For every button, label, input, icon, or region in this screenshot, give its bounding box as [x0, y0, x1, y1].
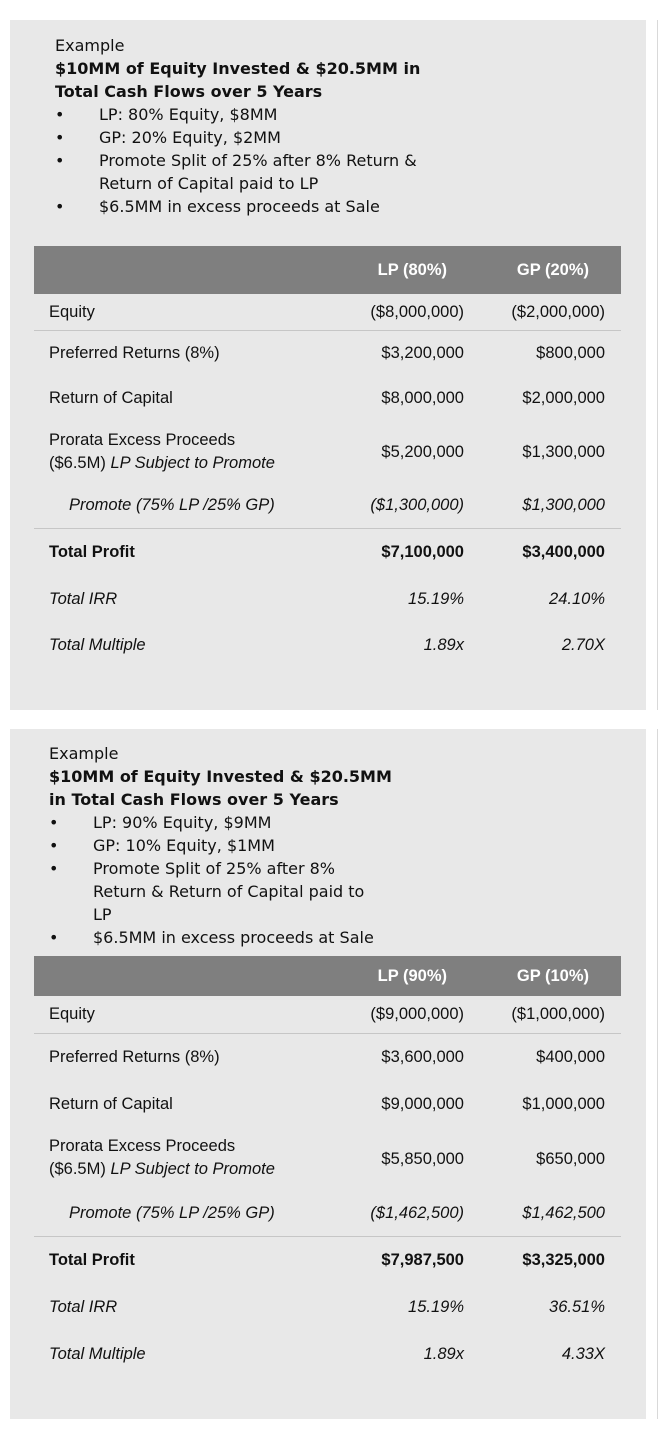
row-total-irr [34, 1283, 621, 1331]
assumption-item [55, 149, 420, 195]
gp-value: ($1,000,000) [511, 1005, 605, 1023]
right-edge-line-bottom [657, 729, 658, 1419]
assumption-text: Return of Capital paid to LP [99, 174, 319, 193]
row-label: Total Multiple [49, 1345, 146, 1363]
gp-value: ($2,000,000) [511, 303, 605, 321]
assumption-list [49, 811, 392, 949]
assumption-text: Promote Split of 25% after 8% [93, 859, 335, 878]
row-equity [34, 294, 621, 330]
assumption-list [55, 103, 420, 218]
assumption-text: LP [93, 905, 112, 924]
row-label [49, 429, 275, 475]
row-equity [34, 996, 621, 1033]
gp-value: 4.33X [561, 1345, 605, 1363]
row-label: Total IRR [49, 1298, 118, 1316]
lp-value: $3,600,000 [381, 1048, 464, 1066]
gp-value: $800,000 [536, 344, 605, 362]
assumption-item [55, 103, 420, 126]
row-promote [34, 1190, 621, 1236]
example-heading-line-1: $10MM of Equity Invested & $20.5MM in [55, 59, 421, 78]
lp-value: ($1,300,000) [370, 496, 464, 514]
assumption-item [49, 857, 392, 926]
row-label-line-2-italic: LP Subject to Promote [110, 1160, 275, 1178]
lp-value: 15.19% [408, 1298, 464, 1316]
lp-value: 1.89x [423, 1345, 464, 1363]
example-panel-2 [10, 729, 646, 1419]
assumption-item [55, 195, 420, 218]
assumption-text: $6.5MM in excess proceeds at Sale [99, 197, 380, 216]
row-label: Promote (75% LP /25% GP) [69, 496, 275, 514]
row-return-of-capital [34, 376, 621, 421]
assumption-text: Promote Split of 25% after 8% Return & [99, 151, 417, 170]
gp-value: $1,462,500 [522, 1204, 605, 1222]
row-label: Return of Capital [49, 389, 173, 407]
gp-value: $400,000 [536, 1048, 605, 1066]
gp-value: $1,000,000 [522, 1095, 605, 1113]
assumption-text: LP: 80% Equity, $8MM [99, 105, 278, 124]
gp-value: 36.51% [549, 1298, 605, 1316]
row-label: Preferred Returns (8%) [49, 1048, 220, 1066]
gp-value: $3,400,000 [522, 543, 605, 561]
assumption-text: GP: 20% Equity, $2MM [99, 128, 281, 147]
lp-value: $3,200,000 [381, 344, 464, 362]
row-excess-proceeds [34, 421, 621, 483]
row-label: Promote (75% LP /25% GP) [69, 1204, 275, 1222]
lp-value: $8,000,000 [381, 389, 464, 407]
header-lp: LP (80%) [377, 261, 447, 279]
row-label-line-2-italic: LP Subject to Promote [110, 454, 275, 472]
row-total-profit [34, 529, 621, 576]
returns-table [34, 246, 621, 668]
row-label: Equity [49, 1005, 95, 1023]
row-label-line-2: ($6.5M) [49, 454, 111, 472]
row-total-profit [34, 1237, 621, 1283]
bullet-icon: • [49, 859, 59, 878]
lp-value: $7,987,500 [381, 1251, 464, 1269]
row-preferred-returns [34, 1034, 621, 1080]
row-promote [34, 483, 621, 528]
row-total-irr [34, 576, 621, 622]
lp-value: $9,000,000 [381, 1095, 464, 1113]
row-return-of-capital [34, 1080, 621, 1128]
assumption-text: GP: 10% Equity, $1MM [93, 836, 275, 855]
lp-value: 15.19% [408, 590, 464, 608]
row-total-multiple [34, 1331, 621, 1377]
assumption-item [49, 926, 392, 949]
assumption-item [49, 811, 392, 834]
assumption-item [55, 126, 420, 149]
table-header [34, 246, 621, 294]
gp-value: $650,000 [536, 1150, 605, 1168]
gp-value: $2,000,000 [522, 389, 605, 407]
example-intro [49, 742, 392, 949]
assumption-text: Return & Return of Capital paid to [93, 882, 365, 901]
returns-table [34, 956, 621, 1377]
gp-value: 24.10% [549, 590, 605, 608]
table-header [34, 956, 621, 996]
lp-value: $5,200,000 [381, 443, 464, 461]
example-panel-1 [10, 20, 646, 710]
lp-value: ($9,000,000) [370, 1005, 464, 1023]
bullet-icon: • [55, 105, 65, 124]
row-label: Total Profit [49, 1251, 135, 1269]
bullet-icon: • [55, 197, 65, 216]
header-gp: GP (10%) [516, 967, 589, 985]
row-total-multiple [34, 622, 621, 668]
row-preferred-returns [34, 331, 621, 376]
row-label [49, 1135, 275, 1181]
row-label-line-2: ($6.5M) [49, 1160, 111, 1178]
lp-value: ($8,000,000) [370, 303, 464, 321]
gp-value: $3,325,000 [522, 1251, 605, 1269]
assumption-text: LP: 90% Equity, $9MM [93, 813, 272, 832]
example-heading-line-2: in Total Cash Flows over 5 Years [49, 790, 339, 809]
bullet-icon: • [55, 151, 65, 170]
row-label: Total IRR [49, 590, 118, 608]
row-label-line-1: Prorata Excess Proceeds [49, 431, 236, 449]
example-heading-line-2: Total Cash Flows over 5 Years [55, 82, 323, 101]
row-label: Preferred Returns (8%) [49, 344, 220, 362]
assumption-text: $6.5MM in excess proceeds at Sale [93, 928, 374, 947]
bullet-icon: • [49, 813, 59, 832]
gp-value: $1,300,000 [522, 443, 605, 461]
bullet-icon: • [49, 928, 59, 947]
example-intro [55, 34, 420, 218]
example-label: Example [49, 744, 119, 763]
gp-value: $1,300,000 [522, 496, 605, 514]
bullet-icon: • [55, 128, 65, 147]
example-heading-line-1: $10MM of Equity Invested & $20.5MM [49, 767, 392, 786]
row-label: Total Multiple [49, 636, 146, 654]
right-edge-line-top [657, 20, 658, 710]
lp-value: ($1,462,500) [370, 1204, 464, 1222]
lp-value: $7,100,000 [381, 543, 464, 561]
bullet-icon: • [49, 836, 59, 855]
row-label-line-1: Prorata Excess Proceeds [49, 1137, 236, 1155]
header-gp: GP (20%) [516, 261, 589, 279]
example-label: Example [55, 36, 125, 55]
lp-value: 1.89x [423, 636, 464, 654]
header-lp: LP (90%) [377, 967, 447, 985]
row-label: Return of Capital [49, 1095, 173, 1113]
row-label: Equity [49, 303, 95, 321]
gp-value: 2.70X [561, 636, 605, 654]
assumption-item [49, 834, 392, 857]
lp-value: $5,850,000 [381, 1150, 464, 1168]
row-label: Total Profit [49, 543, 135, 561]
row-excess-proceeds [34, 1128, 621, 1190]
